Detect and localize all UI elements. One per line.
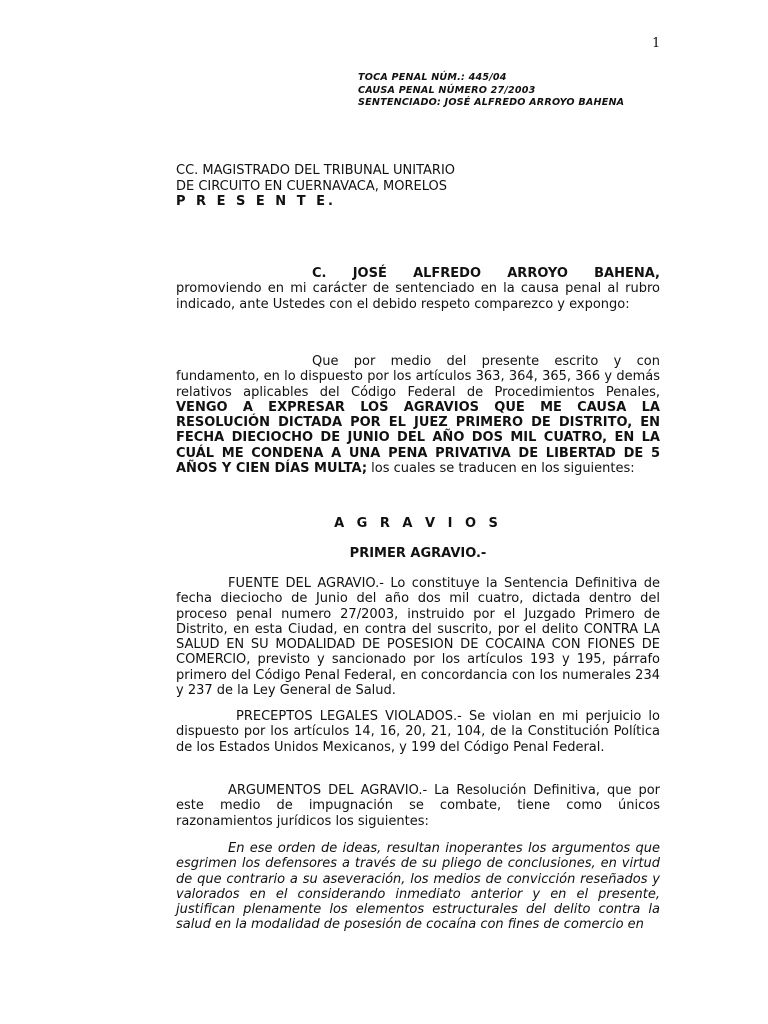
sentenciado-name: SENTENCIADO: JOSÉ ALFREDO ARROYO BAHENA bbox=[358, 97, 625, 108]
argumentos-text: ARGUMENTOS DEL AGRAVIO.- La Resolución Definitiva, que por este medio de impugnación se combate, tiene como únicos razonamientos jurídicos los siguientes: bbox=[176, 783, 660, 829]
fundamento-paragraph bbox=[176, 354, 660, 476]
presente-line: P R E S E N T E. bbox=[176, 194, 336, 209]
fuente-text: FUENTE DEL AGRAVIO.- Lo constituye la Sentencia Definitiva de fecha dieciocho de Junio del año dos mil cuatro, dictada dentro del proceso penal numero 27/2003, instruido por el Juzgado Primero de Distrito, en esta Ciudad, en contra del suscrito, por el delito CONTRA LA SALUD EN SU MODALIDAD DE POSESION DE COCAINA CON FIONES DE COMERCIO, previsto y sancionado por los artículos 193 y 195, párrafo primero del Código Penal Federal, en concordancia con los numerales 234 y 237 de la Ley General de Salud. bbox=[176, 576, 660, 699]
name-word: ARROYO bbox=[507, 266, 568, 281]
promovente-name bbox=[176, 266, 660, 281]
causa-number: CAUSA PENAL NÚMERO 27/2003 bbox=[358, 84, 536, 96]
primer-agravio-heading: PRIMER AGRAVIO.- bbox=[349, 546, 487, 561]
name-word: C. bbox=[312, 266, 327, 281]
quoted-reasoning-text: En ese orden de ideas, resultan inoperantes los argumentos que esgrimen los defensores a través de su pliego de conclusiones, en virtud de que contrario a su aseveración, los medios de convicción reseñados y valorados en el considerando inmediato anterior y en el presente, justifican plenamente los elementos estructurales del delito contra la salud en la modalidad de posesión de cocaína con fines de comercio en bbox=[176, 841, 660, 933]
preceptos-paragraph bbox=[176, 709, 660, 755]
name-word: ALFREDO bbox=[413, 266, 482, 281]
fundamento-outro: los cuales se traducen en los siguientes: bbox=[367, 461, 635, 477]
fundamento-bold: VENGO A EXPRESAR LOS AGRAVIOS QUE ME CAUSA LA RESOLUCIÓN DICTADA POR EL JUEZ PRIMERO DE DISTRITO, EN FECHA DIECIOCHO DE JUNIO DEL AÑO DOS MIL CUATRO, EN LA CUÁL ME CONDENA A UNA PENA PRIVATIVA DE LIBERTAD DE 5 AÑOS Y CIEN DÍAS MULTA; bbox=[176, 399, 660, 477]
fundamento-intro: Que por medio del presente escrito y con fundamento, en lo dispuesto por los artículos 363, 364, 365, 366 y demás relativos aplicables del Código Federal de Procedimientos Penales, bbox=[176, 354, 660, 400]
preceptos-text: PRECEPTOS LEGALES VIOLADOS.- Se violan en mi perjuicio lo dispuesto por los artículos 14, 16, 20, 21, 104, de la Constitución Política de los Estados Unidos Mexicanos, y 199 del Código Penal Federal. bbox=[176, 709, 660, 755]
name-word: BAHENA, bbox=[594, 266, 660, 281]
toca-number: TOCA PENAL NÚM.: 445/04 bbox=[358, 72, 507, 83]
name-word: JOSÉ bbox=[352, 266, 387, 281]
fuente-paragraph bbox=[176, 576, 660, 698]
addressee-line-1: CC. MAGISTRADO DEL TRIBUNAL UNITARIO bbox=[176, 163, 456, 178]
promovente-text: promoviendo en mi carácter de sentenciado en la causa penal al rubro indicado, ante Ustedes con el debido respeto comparezco y expongo: bbox=[176, 281, 660, 312]
addressee-line-2: DE CIRCUITO EN CUERNAVACA, MORELOS bbox=[176, 178, 448, 194]
promovente-paragraph bbox=[176, 266, 660, 312]
quoted-reasoning bbox=[176, 841, 660, 933]
argumentos-paragraph bbox=[176, 783, 660, 829]
addressee-block bbox=[176, 163, 455, 210]
page-number: 1 bbox=[652, 36, 661, 51]
case-header bbox=[358, 72, 624, 110]
agravios-heading: A G R A V I O S bbox=[334, 516, 502, 531]
